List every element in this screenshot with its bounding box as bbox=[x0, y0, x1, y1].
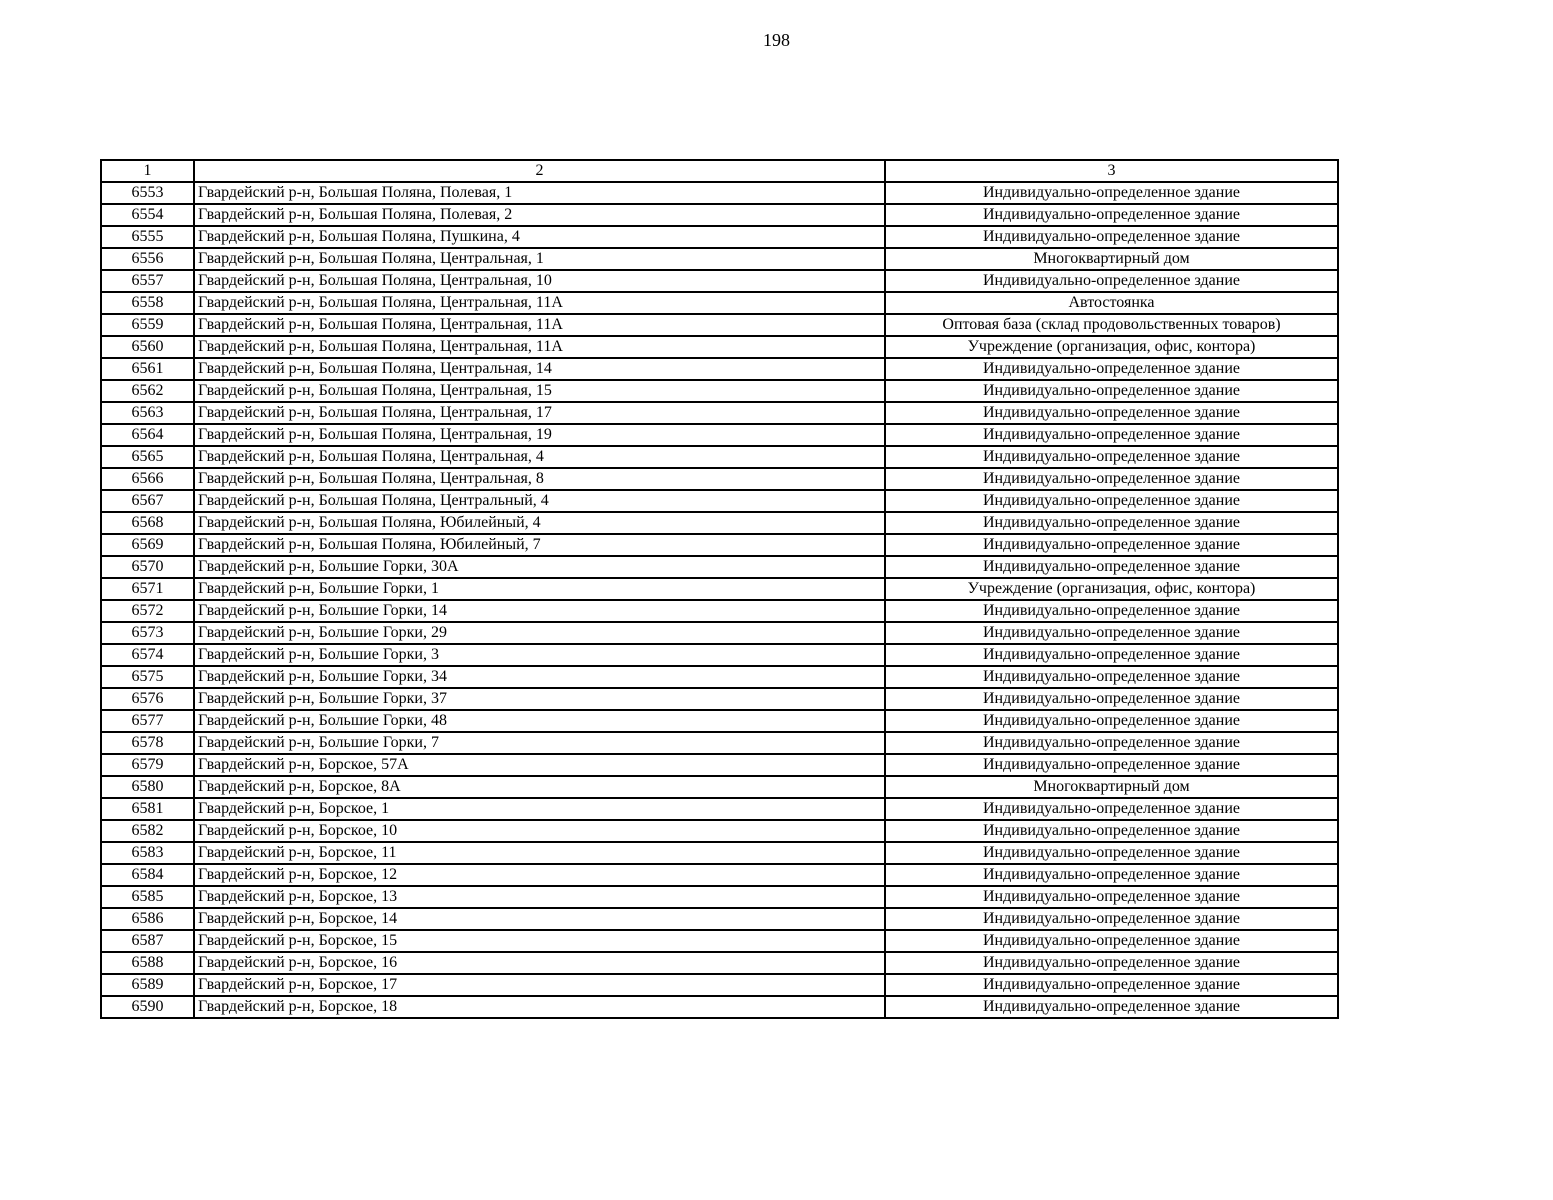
object-type-cell: Индивидуально-определенное здание bbox=[885, 996, 1338, 1018]
table-row bbox=[101, 468, 1338, 490]
column-header-3: 3 bbox=[885, 160, 1338, 182]
row-number-cell: 6554 bbox=[101, 204, 194, 226]
object-type-cell: Оптовая база (склад продовольственных товаров) bbox=[885, 314, 1338, 336]
property-table bbox=[100, 159, 1339, 1019]
row-number-cell: 6589 bbox=[101, 974, 194, 996]
object-type-cell: Индивидуально-определенное здание bbox=[885, 556, 1338, 578]
row-number-cell: 6553 bbox=[101, 182, 194, 204]
table-row bbox=[101, 776, 1338, 798]
row-number-cell: 6564 bbox=[101, 424, 194, 446]
object-type-cell: Индивидуально-определенное здание bbox=[885, 182, 1338, 204]
page-number: 198 bbox=[763, 30, 790, 50]
object-type-cell: Многоквартирный дом bbox=[885, 776, 1338, 798]
address-cell: Гвардейский р-н, Большие Горки, 37 bbox=[194, 688, 885, 710]
table-row bbox=[101, 226, 1338, 248]
address-cell: Гвардейский р-н, Борское, 8А bbox=[194, 776, 885, 798]
row-number-cell: 6571 bbox=[101, 578, 194, 600]
address-cell: Гвардейский р-н, Большая Поляна, Центральная, 8 bbox=[194, 468, 885, 490]
row-number-cell: 6581 bbox=[101, 798, 194, 820]
address-cell: Гвардейский р-н, Борское, 13 bbox=[194, 886, 885, 908]
table-row bbox=[101, 380, 1338, 402]
address-cell: Гвардейский р-н, Большие Горки, 1 bbox=[194, 578, 885, 600]
table-row bbox=[101, 182, 1338, 204]
address-cell: Гвардейский р-н, Большие Горки, 3 bbox=[194, 644, 885, 666]
address-cell: Гвардейский р-н, Большие Горки, 7 bbox=[194, 732, 885, 754]
table-row bbox=[101, 534, 1338, 556]
address-cell: Гвардейский р-н, Большие Горки, 30А bbox=[194, 556, 885, 578]
object-type-cell: Индивидуально-определенное здание bbox=[885, 798, 1338, 820]
address-cell: Гвардейский р-н, Большая Поляна, Центральная, 1 bbox=[194, 248, 885, 270]
row-number-cell: 6566 bbox=[101, 468, 194, 490]
object-type-cell: Индивидуально-определенное здание bbox=[885, 930, 1338, 952]
object-type-cell: Индивидуально-определенное здание bbox=[885, 270, 1338, 292]
object-type-cell: Индивидуально-определенное здание bbox=[885, 666, 1338, 688]
object-type-cell: Индивидуально-определенное здание bbox=[885, 622, 1338, 644]
table-row bbox=[101, 358, 1338, 380]
table-row bbox=[101, 996, 1338, 1018]
address-cell: Гвардейский р-н, Борское, 12 bbox=[194, 864, 885, 886]
address-cell: Гвардейский р-н, Большая Поляна, Центральная, 11А bbox=[194, 336, 885, 358]
table-row bbox=[101, 512, 1338, 534]
row-number-cell: 6568 bbox=[101, 512, 194, 534]
table-row bbox=[101, 336, 1338, 358]
address-cell: Гвардейский р-н, Борское, 18 bbox=[194, 996, 885, 1018]
row-number-cell: 6565 bbox=[101, 446, 194, 468]
table-row bbox=[101, 732, 1338, 754]
address-cell: Гвардейский р-н, Борское, 16 bbox=[194, 952, 885, 974]
object-type-cell: Индивидуально-определенное здание bbox=[885, 710, 1338, 732]
address-cell: Гвардейский р-н, Борское, 17 bbox=[194, 974, 885, 996]
address-cell: Гвардейский р-н, Большая Поляна, Центральная, 11А bbox=[194, 314, 885, 336]
table-row bbox=[101, 490, 1338, 512]
table-row bbox=[101, 424, 1338, 446]
table-row bbox=[101, 446, 1338, 468]
address-cell: Гвардейский р-н, Большая Поляна, Центральный, 4 bbox=[194, 490, 885, 512]
column-header-1: 1 bbox=[101, 160, 194, 182]
object-type-cell: Индивидуально-определенное здание bbox=[885, 358, 1338, 380]
table-row bbox=[101, 204, 1338, 226]
row-number-cell: 6583 bbox=[101, 842, 194, 864]
row-number-cell: 6559 bbox=[101, 314, 194, 336]
address-cell: Гвардейский р-н, Большая Поляна, Центральная, 11А bbox=[194, 292, 885, 314]
table-header-row bbox=[101, 160, 1338, 182]
address-cell: Гвардейский р-н, Большие Горки, 14 bbox=[194, 600, 885, 622]
table-row bbox=[101, 952, 1338, 974]
row-number-cell: 6562 bbox=[101, 380, 194, 402]
row-number-cell: 6578 bbox=[101, 732, 194, 754]
address-cell: Гвардейский р-н, Борское, 11 bbox=[194, 842, 885, 864]
object-type-cell: Индивидуально-определенное здание bbox=[885, 534, 1338, 556]
row-number-cell: 6587 bbox=[101, 930, 194, 952]
object-type-cell: Индивидуально-определенное здание bbox=[885, 974, 1338, 996]
object-type-cell: Индивидуально-определенное здание bbox=[885, 446, 1338, 468]
table-row bbox=[101, 974, 1338, 996]
table-body bbox=[101, 182, 1338, 1018]
object-type-cell: Индивидуально-определенное здание bbox=[885, 842, 1338, 864]
row-number-cell: 6590 bbox=[101, 996, 194, 1018]
row-number-cell: 6586 bbox=[101, 908, 194, 930]
object-type-cell: Индивидуально-определенное здание bbox=[885, 204, 1338, 226]
row-number-cell: 6580 bbox=[101, 776, 194, 798]
object-type-cell: Индивидуально-определенное здание bbox=[885, 226, 1338, 248]
table-row bbox=[101, 314, 1338, 336]
row-number-cell: 6557 bbox=[101, 270, 194, 292]
address-cell: Гвардейский р-н, Большая Поляна, Центральная, 15 bbox=[194, 380, 885, 402]
row-number-cell: 6567 bbox=[101, 490, 194, 512]
address-cell: Гвардейский р-н, Борское, 1 bbox=[194, 798, 885, 820]
table-row bbox=[101, 622, 1338, 644]
table-row bbox=[101, 556, 1338, 578]
row-number-cell: 6576 bbox=[101, 688, 194, 710]
object-type-cell: Индивидуально-определенное здание bbox=[885, 820, 1338, 842]
row-number-cell: 6558 bbox=[101, 292, 194, 314]
row-number-cell: 6563 bbox=[101, 402, 194, 424]
address-cell: Гвардейский р-н, Большая Поляна, Пушкина, 4 bbox=[194, 226, 885, 248]
table-row bbox=[101, 820, 1338, 842]
address-cell: Гвардейский р-н, Большие Горки, 48 bbox=[194, 710, 885, 732]
object-type-cell: Индивидуально-определенное здание bbox=[885, 402, 1338, 424]
object-type-cell: Индивидуально-определенное здание bbox=[885, 468, 1338, 490]
object-type-cell: Индивидуально-определенное здание bbox=[885, 886, 1338, 908]
table-row bbox=[101, 842, 1338, 864]
table-row bbox=[101, 798, 1338, 820]
object-type-cell: Многоквартирный дом bbox=[885, 248, 1338, 270]
table-row bbox=[101, 666, 1338, 688]
row-number-cell: 6585 bbox=[101, 886, 194, 908]
object-type-cell: Индивидуально-определенное здание bbox=[885, 754, 1338, 776]
table-row bbox=[101, 292, 1338, 314]
row-number-cell: 6582 bbox=[101, 820, 194, 842]
row-number-cell: 6556 bbox=[101, 248, 194, 270]
table-row bbox=[101, 600, 1338, 622]
row-number-cell: 6560 bbox=[101, 336, 194, 358]
row-number-cell: 6577 bbox=[101, 710, 194, 732]
address-cell: Гвардейский р-н, Большая Поляна, Центральная, 19 bbox=[194, 424, 885, 446]
table-row bbox=[101, 930, 1338, 952]
object-type-cell: Индивидуально-определенное здание bbox=[885, 490, 1338, 512]
table-row bbox=[101, 248, 1338, 270]
address-cell: Гвардейский р-н, Большие Горки, 34 bbox=[194, 666, 885, 688]
row-number-cell: 6573 bbox=[101, 622, 194, 644]
column-header-2: 2 bbox=[194, 160, 885, 182]
table-row bbox=[101, 402, 1338, 424]
object-type-cell: Индивидуально-определенное здание bbox=[885, 380, 1338, 402]
address-cell: Гвардейский р-н, Большие Горки, 29 bbox=[194, 622, 885, 644]
table-row bbox=[101, 578, 1338, 600]
table-row bbox=[101, 270, 1338, 292]
row-number-cell: 6575 bbox=[101, 666, 194, 688]
object-type-cell: Учреждение (организация, офис, контора) bbox=[885, 336, 1338, 358]
object-type-cell: Индивидуально-определенное здание bbox=[885, 644, 1338, 666]
table-row bbox=[101, 644, 1338, 666]
table-row bbox=[101, 908, 1338, 930]
table-row bbox=[101, 710, 1338, 732]
object-type-cell: Индивидуально-определенное здание bbox=[885, 864, 1338, 886]
address-cell: Гвардейский р-н, Большая Поляна, Центральная, 17 bbox=[194, 402, 885, 424]
address-cell: Гвардейский р-н, Борское, 57А bbox=[194, 754, 885, 776]
table-row bbox=[101, 864, 1338, 886]
object-type-cell: Учреждение (организация, офис, контора) bbox=[885, 578, 1338, 600]
object-type-cell: Индивидуально-определенное здание bbox=[885, 908, 1338, 930]
object-type-cell: Индивидуально-определенное здание bbox=[885, 512, 1338, 534]
row-number-cell: 6555 bbox=[101, 226, 194, 248]
object-type-cell: Индивидуально-определенное здание bbox=[885, 600, 1338, 622]
row-number-cell: 6572 bbox=[101, 600, 194, 622]
row-number-cell: 6570 bbox=[101, 556, 194, 578]
object-type-cell: Индивидуально-определенное здание bbox=[885, 952, 1338, 974]
address-cell: Гвардейский р-н, Большая Поляна, Центральная, 4 bbox=[194, 446, 885, 468]
row-number-cell: 6561 bbox=[101, 358, 194, 380]
object-type-cell: Индивидуально-определенное здание bbox=[885, 688, 1338, 710]
address-cell: Гвардейский р-н, Большая Поляна, Юбилейный, 7 bbox=[194, 534, 885, 556]
table-row bbox=[101, 688, 1338, 710]
object-type-cell: Индивидуально-определенное здание bbox=[885, 732, 1338, 754]
table-row bbox=[101, 754, 1338, 776]
address-cell: Гвардейский р-н, Борское, 14 bbox=[194, 908, 885, 930]
row-number-cell: 6569 bbox=[101, 534, 194, 556]
row-number-cell: 6574 bbox=[101, 644, 194, 666]
row-number-cell: 6584 bbox=[101, 864, 194, 886]
address-cell: Гвардейский р-н, Большая Поляна, Юбилейный, 4 bbox=[194, 512, 885, 534]
address-cell: Гвардейский р-н, Борское, 15 bbox=[194, 930, 885, 952]
row-number-cell: 6588 bbox=[101, 952, 194, 974]
object-type-cell: Автостоянка bbox=[885, 292, 1338, 314]
address-cell: Гвардейский р-н, Большая Поляна, Полевая, 2 bbox=[194, 204, 885, 226]
address-cell: Гвардейский р-н, Большая Поляна, Полевая, 1 bbox=[194, 182, 885, 204]
address-cell: Гвардейский р-н, Большая Поляна, Центральная, 14 bbox=[194, 358, 885, 380]
table-row bbox=[101, 886, 1338, 908]
address-cell: Гвардейский р-н, Большая Поляна, Центральная, 10 bbox=[194, 270, 885, 292]
address-cell: Гвардейский р-н, Борское, 10 bbox=[194, 820, 885, 842]
row-number-cell: 6579 bbox=[101, 754, 194, 776]
object-type-cell: Индивидуально-определенное здание bbox=[885, 424, 1338, 446]
